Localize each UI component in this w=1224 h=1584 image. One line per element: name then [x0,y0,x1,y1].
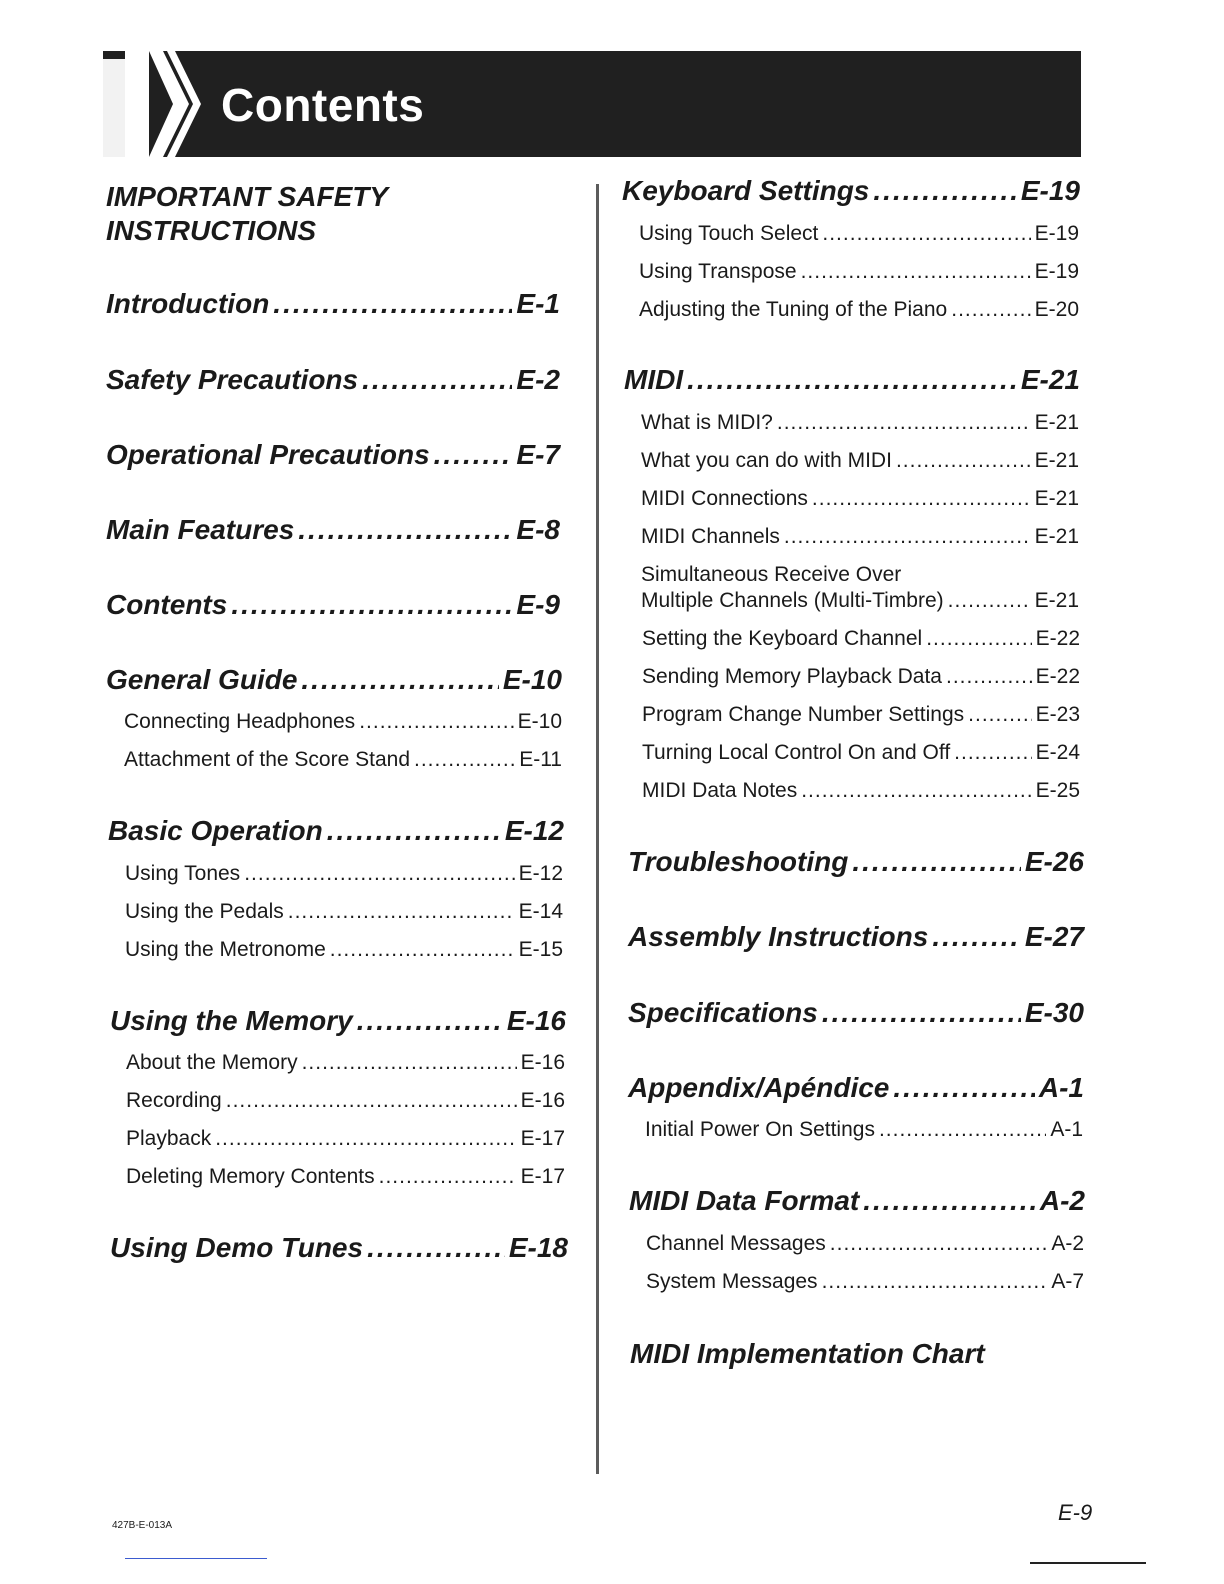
toc-section[interactable] [628,1072,1084,1104]
toc-item-label: Multiple Channels (Multi-Timbre) [641,589,944,612]
toc-item-label: What is MIDI? [641,411,773,434]
page-number: E-9 [1058,1500,1093,1525]
toc-item-label: Playback [126,1127,212,1150]
toc-item[interactable] [642,703,1080,727]
toc-item-label: Attachment of the Score Stand [124,748,411,771]
toc-section-label: MIDI Data Format [629,1185,860,1216]
toc-item-label: Using the Pedals [125,900,284,923]
toc-item-label: MIDI Channels [641,525,780,548]
toc-section-label: Safety Precautions [106,364,359,395]
toc-section-label: Keyboard Settings [622,175,870,206]
toc-section-label: Basic Operation [108,815,323,846]
toc-item[interactable] [126,1165,565,1189]
toc-section-label: General Guide [106,664,298,695]
toc-item-page: A-2 [1051,1232,1084,1255]
toc-item-label: Deleting Memory Contents [126,1165,375,1188]
toc-section-label: Main Features [106,514,295,545]
toc-item-label: System Messages [646,1270,818,1293]
safety-heading-line-2: INSTRUCTIONS [106,215,316,246]
toc-item-label: MIDI Data Notes [642,779,798,802]
toc-item[interactable] [126,1089,565,1113]
toc-item-label: Initial Power On Settings [645,1118,875,1141]
toc-item-page: E-15 [518,938,563,961]
toc-item-label: Connecting Headphones [124,710,356,733]
toc-section-label: Introduction [106,288,270,319]
toc-item-page: E-11 [519,748,562,771]
toc-item-page: A-7 [1051,1270,1084,1293]
toc-item[interactable] [645,1118,1083,1142]
toc-item[interactable] [639,260,1079,284]
toc-section-page: E-9 [516,589,560,620]
toc-item[interactable] [126,1051,565,1075]
toc-item-page: E-24 [1035,741,1080,764]
toc-item[interactable] [124,710,562,734]
toc-item[interactable] [646,1270,1084,1294]
toc-section-label: Contents [106,589,228,620]
toc-section-page: A-2 [1039,1185,1085,1216]
toc-item-page: E-22 [1035,665,1080,688]
toc-section[interactable] [622,175,1080,207]
toc-item-page: E-25 [1035,779,1080,802]
toc-item[interactable] [641,449,1079,473]
toc-section[interactable] [108,815,564,847]
toc-item-label: Setting the Keyboard Channel [642,627,923,650]
toc-section[interactable] [106,589,560,621]
toc-item[interactable] [642,665,1080,689]
toc-item-page: E-19 [1034,260,1079,283]
contents-banner [103,51,1081,157]
toc-item-page: E-23 [1035,703,1080,726]
toc-item-page: E-21 [1034,589,1079,612]
toc-section-label: Troubleshooting [628,846,849,877]
toc-section-page: E-27 [1024,921,1084,952]
toc-item-page: E-16 [520,1051,565,1074]
toc-item-page: E-19 [1034,222,1079,245]
footer-rule [125,1558,267,1559]
toc-section[interactable] [106,364,560,396]
toc-item-page: E-21 [1034,411,1079,434]
toc-item-line-1[interactable]: Simultaneous Receive Over [641,563,902,586]
toc-item[interactable] [641,525,1079,549]
toc-item[interactable] [642,779,1080,803]
safety-heading[interactable] [106,180,388,248]
toc-section-label: MIDI [624,364,684,395]
banner-slab-decoration [125,51,149,157]
toc-item-page: E-10 [517,710,562,733]
toc-item-label: Channel Messages [646,1232,826,1255]
toc-section[interactable] [628,997,1084,1029]
toc-section-page: E-12 [504,815,564,846]
toc-item[interactable] [646,1232,1084,1256]
toc-section-page: E-2 [516,364,560,395]
toc-section[interactable] [624,364,1080,396]
toc-section[interactable] [110,1232,568,1264]
toc-item[interactable] [641,589,1079,613]
toc-section[interactable] [106,664,562,696]
toc-item-label: About the Memory [126,1051,298,1074]
toc-section-page: E-8 [516,514,560,545]
toc-item[interactable] [642,741,1080,765]
page-title: Contents [221,79,425,131]
toc-section-page: E-10 [502,664,562,695]
toc-section-page: E-26 [1024,846,1084,877]
toc-section[interactable] [628,921,1084,953]
toc-section-page: E-7 [516,439,560,470]
toc-item-label: Using Touch Select [639,222,819,245]
toc-section-label: Appendix/Apéndice [628,1072,890,1103]
toc-item[interactable] [639,298,1079,322]
toc-item-label: Using Tones [125,862,241,885]
toc-section-label: Using Demo Tunes [110,1232,364,1263]
toc-item-label: Adjusting the Tuning of the Piano [639,298,948,321]
banner-block-decoration [103,59,125,157]
toc-item-label: Turning Local Control On and Off [642,741,951,764]
toc-item-page: E-22 [1035,627,1080,650]
document-code: 427B-E-013A [112,1520,173,1531]
toc-item-label: Program Change Number Settings [642,703,965,726]
toc-item-page: E-12 [518,862,563,885]
footer-rule-right [1030,1562,1146,1564]
toc-item-page: E-21 [1034,525,1079,548]
toc-section[interactable] [629,1185,1085,1217]
toc-item[interactable] [641,411,1079,435]
toc-section-page: E-18 [508,1232,568,1263]
toc-item[interactable] [124,748,562,772]
toc-item-page: E-17 [520,1127,565,1150]
toc-section-page: E-21 [1020,364,1080,395]
toc-item-page: A-1 [1050,1118,1083,1141]
toc-section-page: A-1 [1038,1072,1084,1103]
toc-section[interactable] [110,1005,566,1037]
toc-item-label: Using the Metronome [125,938,326,961]
toc-item-page: E-21 [1034,449,1079,472]
toc-section-label: Specifications [628,997,818,1028]
toc-section-label: Assembly Instructions [628,921,929,952]
toc-item[interactable] [641,487,1079,511]
toc-section-page: E-16 [506,1005,566,1036]
toc-item[interactable] [126,1127,565,1151]
toc-section-label: Operational Precautions [106,439,430,470]
toc-item-label: Using Transpose [639,260,797,283]
toc-item[interactable] [125,862,563,886]
toc-section[interactable] [106,288,560,320]
toc-item-page: E-21 [1034,487,1079,510]
toc-section[interactable] [106,514,560,546]
column-divider [596,184,599,1474]
midi-implementation-chart-heading[interactable]: MIDI Implementation Chart [630,1338,985,1369]
toc-item[interactable] [125,938,563,962]
toc-item-page: E-17 [520,1165,565,1188]
toc-item-label: Recording [126,1089,222,1112]
toc-item-page: E-14 [518,900,563,923]
toc-section-page: E-19 [1020,175,1080,206]
toc-item-page: E-20 [1034,298,1079,321]
toc-item-label: MIDI Connections [641,487,808,510]
toc-section-page: E-1 [516,288,560,319]
toc-item-label: Sending Memory Playback Data [642,665,942,688]
toc-section-label: Using the Memory [110,1005,353,1036]
toc-item-label: What you can do with MIDI [641,449,892,472]
toc-item[interactable] [642,627,1080,651]
toc-item[interactable] [125,900,563,924]
toc-item[interactable] [639,222,1079,246]
toc-item-page: E-16 [520,1089,565,1112]
toc-section[interactable] [106,439,560,471]
safety-heading-line-1: IMPORTANT SAFETY [106,181,389,212]
toc-section[interactable] [628,846,1084,878]
toc-section-page: E-30 [1024,997,1084,1028]
